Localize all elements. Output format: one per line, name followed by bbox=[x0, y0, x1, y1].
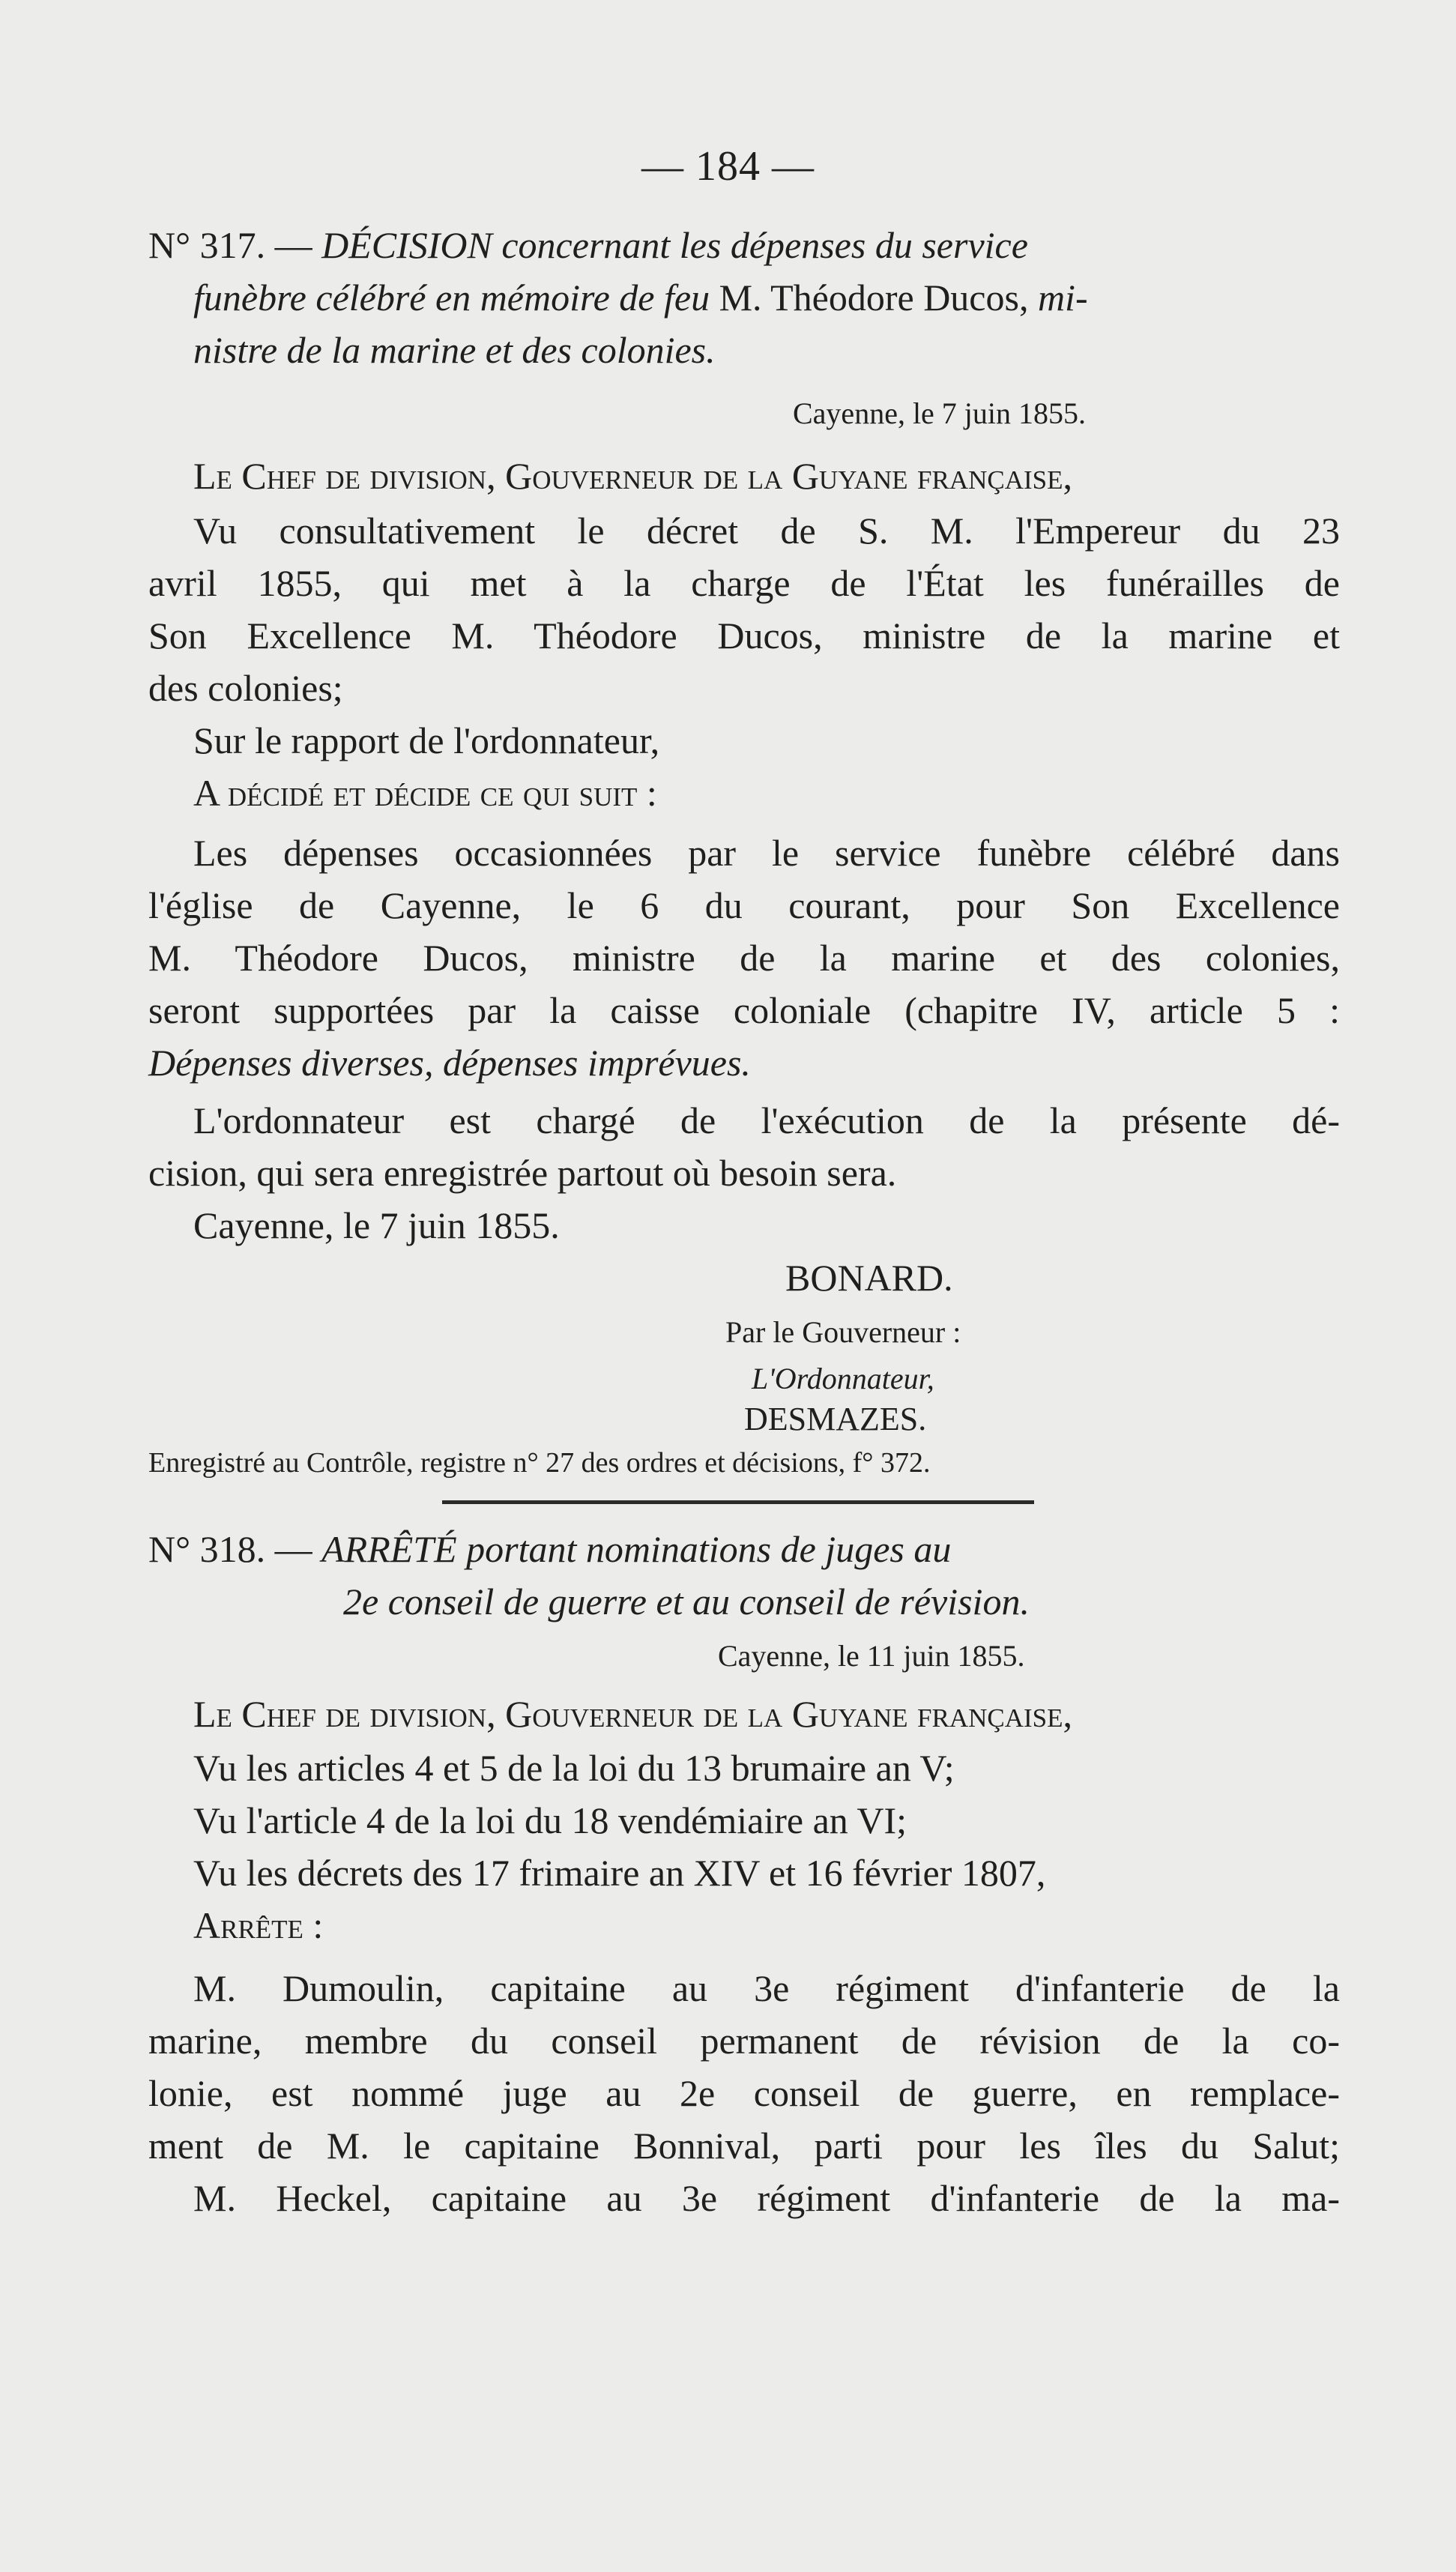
decision-title-line3: nistre de la marine et des colonies. bbox=[193, 329, 716, 371]
decision-para3: A décidé et décide ce qui suit : bbox=[193, 772, 657, 814]
decision-title-line1: DÉCISION concernant les dépenses du service bbox=[321, 224, 1028, 266]
decision-signature: BONARD. bbox=[785, 1257, 953, 1299]
arrete-keyword: Arrête : bbox=[193, 1904, 324, 1946]
arrete-vu3: Vu les décrets des 17 frimaire an XIV et 16 février 1807, bbox=[193, 1852, 1046, 1894]
decision-para1-line3: Son Excellence M. Théodore Ducos, ministre de la marine et bbox=[148, 615, 1340, 656]
arrete-article1-line2: marine, membre du conseil permanent de révision de la co- bbox=[148, 2020, 1340, 2062]
decision-ordonnateur: L'Ordonnateur, bbox=[752, 1362, 934, 1395]
decision-para4-line5: Dépenses diverses, dépenses imprévues. bbox=[148, 1042, 751, 1084]
decision-para4-line3: M. Théodore Ducos, ministre de la marine et des colonies, bbox=[148, 937, 1340, 979]
decision-para1-line4: des colonies; bbox=[148, 667, 343, 709]
decision-par-le: Par le Gouverneur : bbox=[725, 1315, 961, 1349]
arrete-dateline: Cayenne, le 11 juin 1855. bbox=[718, 1639, 1025, 1673]
decision-title-line2c: mi- bbox=[1037, 277, 1088, 319]
decision-heading bbox=[148, 226, 1028, 264]
page-number: — 184 — bbox=[641, 143, 815, 190]
arrete-article1-line1: M. Dumoulin, capitaine au 3e régiment d'infanterie de la bbox=[193, 1967, 1340, 2009]
decision-para4-line1: Les dépenses occasionnées par le service funèbre célébré dans bbox=[193, 832, 1340, 874]
arrete-article2-line1: M. Heckel, capitaine au 3e régiment d'infanterie de la ma- bbox=[193, 2177, 1340, 2219]
decision-para5-line2: cision, qui sera enregistrée partout où besoin sera. bbox=[148, 1152, 897, 1194]
decision-para4-line4: seront supportées par la caisse coloniale (chapitre IV, article 5 : bbox=[148, 989, 1340, 1031]
decision-dateline: Cayenne, le 7 juin 1855. bbox=[793, 396, 1087, 430]
arrete-title-line2: 2e conseil de guerre et au conseil de révision. bbox=[343, 1581, 1030, 1622]
decision-title-line2b: M. Théodore Ducos, bbox=[710, 277, 1038, 319]
decision-closing-date: Cayenne, le 7 juin 1855. bbox=[193, 1204, 560, 1246]
arrete-article1-line4: ment de M. le capitaine Bonnival, parti pour les îles du Salut; bbox=[148, 2125, 1340, 2167]
decision-countersign: DESMAZES. bbox=[744, 1401, 927, 1437]
decision-number: N° 317. — bbox=[148, 224, 312, 266]
decision-title-line2 bbox=[193, 277, 1088, 319]
arrete-article1-line3: lonie, est nommé juge au 2e conseil de guerre, en remplace- bbox=[148, 2072, 1340, 2114]
decision-para4-line2: l'église de Cayenne, le 6 du courant, pour Son Excellence bbox=[148, 884, 1340, 926]
arrete-authority: Le Chef de division, Gouverneur de la Guyane française, bbox=[193, 1693, 1073, 1735]
decision-para2: Sur le rapport de l'ordonnateur, bbox=[193, 719, 660, 761]
decision-title-line2a: funèbre célébré en mémoire de feu bbox=[193, 277, 710, 319]
section-divider bbox=[442, 1500, 1034, 1504]
decision-para1-line1: Vu consultativement le décret de S. M. l'Empereur du 23 bbox=[193, 510, 1340, 552]
arrete-heading bbox=[148, 1530, 951, 1568]
decision-para5-line1: L'ordonnateur est chargé de l'exécution de la présente dé- bbox=[193, 1099, 1340, 1141]
arrete-vu2: Vu l'article 4 de la loi du 18 vendémiaire an VI; bbox=[193, 1799, 907, 1841]
arrete-vu1: Vu les articles 4 et 5 de la loi du 13 brumaire an V; bbox=[193, 1747, 955, 1789]
decision-registration: Enregistré au Contrôle, registre n° 27 des ordres et décisions, f° 372. bbox=[148, 1447, 931, 1479]
arrete-title-line1: ARRÊTÉ portant nominations de juges au bbox=[321, 1528, 952, 1570]
arrete-number: N° 318. — bbox=[148, 1528, 312, 1570]
decision-para1-line2: avril 1855, qui met à la charge de l'État les funérailles de bbox=[148, 562, 1340, 604]
decision-authority: Le Chef de division, Gouverneur de la Guyane française, bbox=[193, 455, 1073, 497]
